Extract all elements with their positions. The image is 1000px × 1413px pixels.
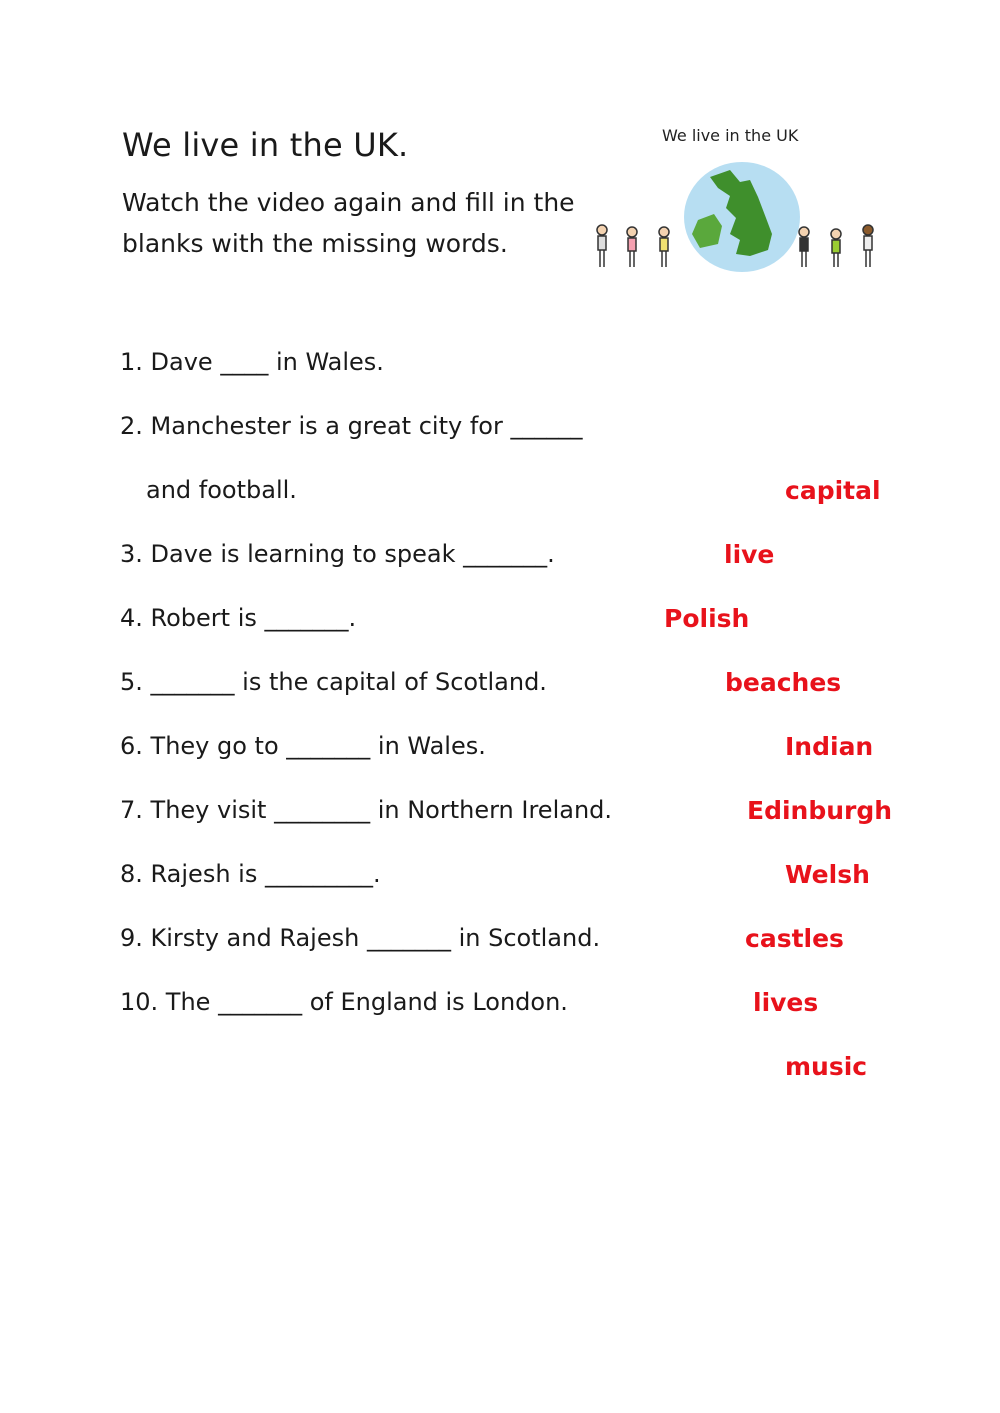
word-bank-item-castles: castles (745, 924, 844, 953)
question-7: 7. They visit ________ in Northern Ireland. (120, 796, 613, 824)
word-bank-item-welsh: Welsh (785, 860, 870, 889)
question-6: 6. They go to _______ in Wales. (120, 732, 486, 760)
question-1: 1. Dave ____ in Wales. (120, 348, 384, 376)
uk-map-with-children-icon (590, 122, 890, 277)
question-10: 10. The _______ of England is London. (120, 988, 568, 1016)
word-bank-item-indian: Indian (785, 732, 874, 761)
instructions-line-1: Watch the video again and fill in the (122, 188, 575, 217)
word-bank-item-polish: Polish (664, 604, 750, 633)
word-bank-item-edinburgh: Edinburgh (747, 796, 893, 825)
question-9: 9. Kirsty and Rajesh _______ in Scotland. (120, 924, 601, 952)
question-5: 5. _______ is the capital of Scotland. (120, 668, 547, 696)
worksheet-title: We live in the UK. (122, 126, 409, 164)
word-bank-item-live: live (724, 540, 775, 569)
question-2-continued: and football. (146, 476, 297, 504)
word-bank-item-lives: lives (753, 988, 819, 1017)
illustration-caption: We live in the UK (662, 126, 799, 145)
question-2: 2. Manchester is a great city for ______ (120, 412, 583, 440)
uk-map-illustration (590, 122, 890, 277)
word-bank-item-music: music (785, 1052, 868, 1081)
question-4: 4. Robert is _______. (120, 604, 357, 632)
question-3: 3. Dave is learning to speak _______. (120, 540, 555, 568)
instructions-line-2: blanks with the missing words. (122, 229, 508, 258)
word-bank-item-capital: capital (785, 476, 881, 505)
word-bank-item-beaches: beaches (725, 668, 842, 697)
question-8: 8. Rajesh is _________. (120, 860, 381, 888)
